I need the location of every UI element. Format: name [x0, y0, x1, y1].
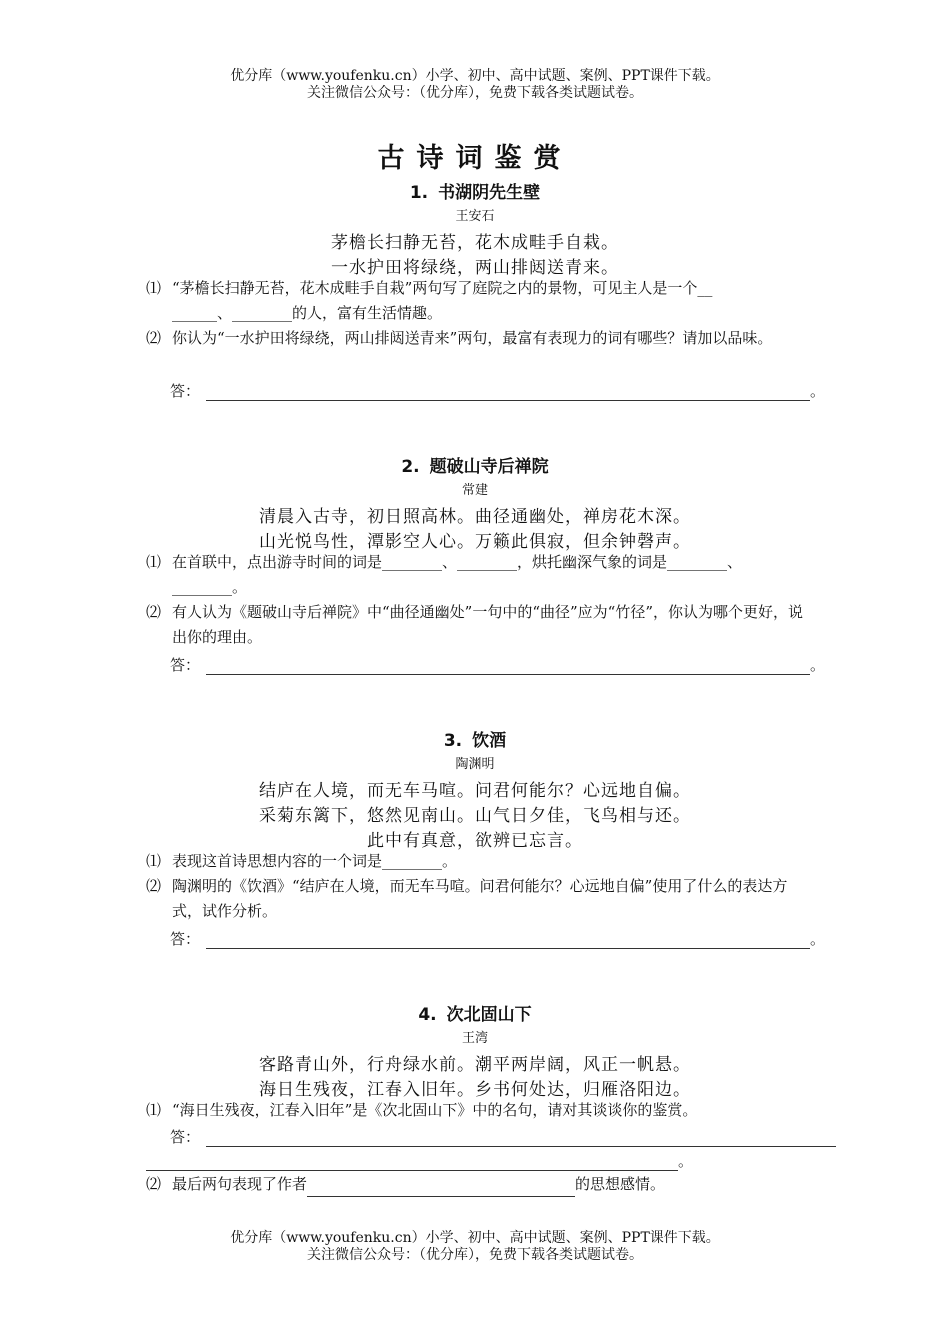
poem-3-number: 3.: [443, 731, 463, 751]
poem-1-number: 1.: [409, 183, 429, 203]
poem-2-answer-line[interactable]: [170, 654, 826, 675]
poem-4-answer-line-2[interactable]: [146, 1150, 693, 1171]
poem-1-answer-line[interactable]: [170, 380, 826, 401]
poem-1-verse-1: 茅檐长扫静无苔，花木成畦手自栽。: [331, 233, 619, 253]
poem-1-question-2: [146, 326, 816, 351]
poem-1-verse-2: 一水护田将绿绕，两山排闼送青来。: [331, 258, 619, 278]
answer-blank[interactable]: [206, 1131, 836, 1147]
question-text-cont: ________。: [172, 578, 248, 596]
fill-blank[interactable]: [307, 1182, 575, 1197]
poem-4-verse-1: 客路青山外，行舟绿水前。潮平两岸阔，风正一帆悬。: [259, 1055, 691, 1075]
answer-label: 答：: [170, 382, 201, 400]
question-text-after: 的思想感情。: [575, 1175, 666, 1193]
answer-blank[interactable]: [206, 933, 810, 949]
answer-label: 答：: [170, 1128, 201, 1146]
poem-4-heading: [0, 1000, 950, 1025]
question-number: ⑴: [146, 1101, 162, 1119]
question-text: 表现这首诗思想内容的一个词是________。: [172, 852, 458, 870]
question-number: ⑵: [146, 603, 162, 621]
poem-4-question-1: [146, 1098, 816, 1123]
question-text: 在首联中，点出游寺时间的词是________、________，烘托幽深气象的词是________、: [172, 553, 743, 571]
page-footer: [0, 1230, 950, 1264]
question-text: 有人认为《题破山寺后禅院》中“曲径通幽处”一句中的“曲径”应为“竹径”，你认为哪个更好，说出你的理由。: [172, 603, 804, 646]
answer-end: 。: [678, 1152, 694, 1170]
poem-1-heading: [0, 178, 950, 203]
page-header: [0, 68, 950, 102]
question-number: ⑵: [146, 1175, 162, 1193]
poem-2-verse-2: 山光悦鸟性，潭影空人心。万籁此俱寂，但余钟磬声。: [259, 532, 691, 552]
question-number: ⑴: [146, 279, 162, 297]
question-text: 陶渊明的《饮酒》“结庐在人境，而无车马喧。问君何能尔？心远地自偏”使用了什么的表达方式，试作分析。: [172, 877, 788, 920]
answer-label: 答：: [170, 930, 201, 948]
question-number: ⑴: [146, 553, 162, 571]
poem-3-question-1: [146, 849, 816, 874]
question-text: [146, 1172, 816, 1197]
poem-3-answer-line[interactable]: [170, 928, 826, 949]
poem-3-question-2: [146, 874, 816, 924]
question-number: ⑵: [146, 329, 162, 347]
question-text: 你认为“一水护田将绿绕，两山排闼送青来”两句，最富有表现力的词有哪些？请加以品味。: [172, 329, 773, 347]
answer-end: 。: [810, 382, 826, 400]
poem-3-verse-1: 结庐在人境，而无车马喧。问君何能尔？心远地自偏。: [259, 781, 691, 801]
poem-2-number: 2.: [401, 457, 420, 477]
question-number: ⑴: [146, 852, 162, 870]
poem-2-heading: [0, 452, 950, 477]
poem-2-question-1: [146, 550, 816, 600]
header-line-1: 优分库（www.youfenku.cn）小学、初中、高中试题、案例、PPT课件下载。: [230, 68, 720, 84]
poem-3-verse-2: 采菊东篱下，悠然见南山。山气日夕佳，飞鸟相与还。: [259, 806, 691, 826]
poem-3-author: 陶渊明: [455, 757, 495, 772]
answer-blank[interactable]: [146, 1155, 678, 1171]
poem-2-author: 常建: [461, 483, 488, 498]
question-number: ⑵: [146, 877, 162, 895]
footer-line-2: 关注微信公众号：（优分库），免费下载各类试题试卷。: [307, 1247, 643, 1263]
poem-4-answer-line[interactable]: [170, 1126, 820, 1147]
poem-4-title: 次北固山下: [446, 1005, 532, 1025]
question-text-before: 最后两句表现了作者: [172, 1175, 308, 1193]
poem-3-title: 饮酒: [472, 731, 507, 751]
poem-2-question-2: [146, 600, 816, 650]
poem-1-author: 王安石: [455, 209, 495, 224]
answer-label: 答：: [170, 656, 201, 674]
poem-2-verse-1: 清晨入古寺，初日照高林。曲径通幽处，禅房花木深。: [259, 507, 691, 527]
question-text-cont: ______、________的人，富有生活情趣。: [172, 304, 443, 322]
poem-3-heading: [0, 726, 950, 751]
poem-4-author: 王湾: [461, 1031, 488, 1046]
poem-4-number: 4.: [418, 1005, 437, 1025]
poem-4-question-2: [146, 1172, 816, 1197]
poem-2-title: 题破山寺后禅院: [429, 457, 549, 477]
poem-1-question-1: [146, 276, 816, 326]
answer-blank[interactable]: [206, 659, 810, 675]
poem-1-title: 书湖阴先生壁: [438, 183, 541, 203]
footer-line-1: 优分库（www.youfenku.cn）小学、初中、高中试题、案例、PPT课件下载。: [230, 1230, 720, 1246]
page-title: 古诗词鉴赏: [377, 143, 573, 174]
answer-blank[interactable]: [206, 385, 810, 401]
question-text: “海日生残夜，江春入旧年”是《次北固山下》中的名句，请对其谈谈你的鉴赏。: [172, 1101, 698, 1119]
answer-end: 。: [810, 930, 826, 948]
question-text: “茅檐长扫静无苔，花木成畦手自栽”两句写了庭院之内的景物，可见主人是一个__: [172, 279, 713, 297]
header-line-2: 关注微信公众号：（优分库），免费下载各类试题试卷。: [307, 85, 643, 101]
answer-end: 。: [810, 656, 826, 674]
poem-3-verse-3: 此中有真意，欲辨已忘言。: [367, 831, 583, 851]
poem-4-verse-2: 海日生残夜，江春入旧年。乡书何处达，归雁洛阳边。: [259, 1080, 691, 1100]
